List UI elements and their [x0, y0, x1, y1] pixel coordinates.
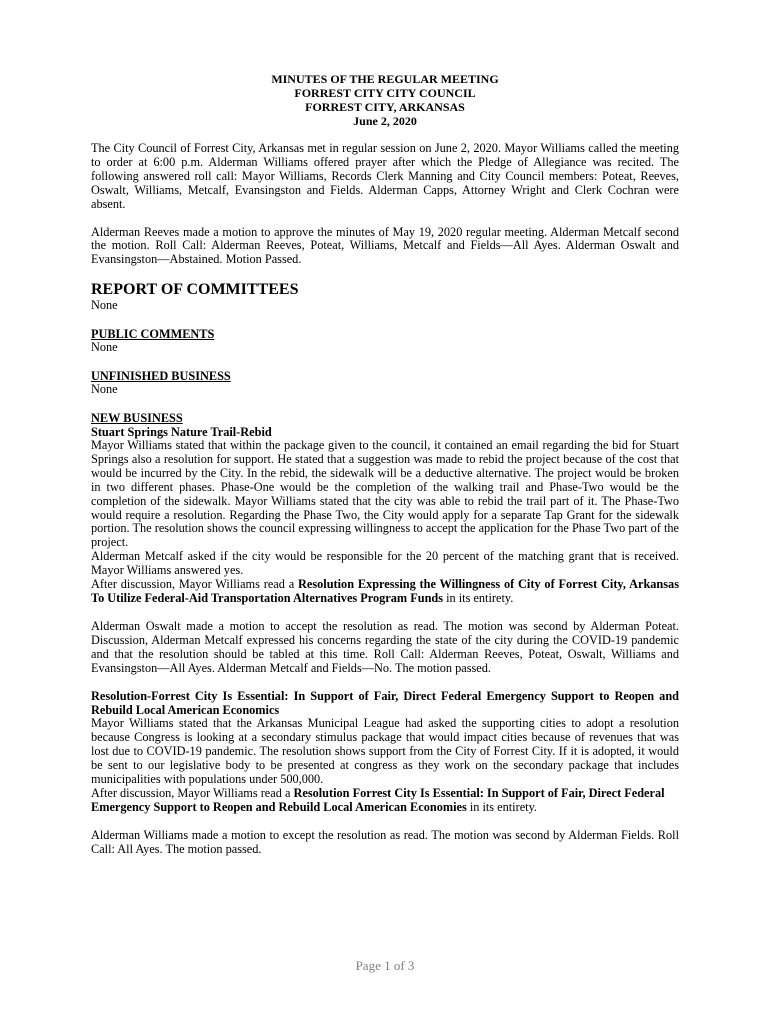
essential-resolution-paragraph: Mayor Williams stated that the Arkansas Municipal League had asked the supporting cities to adopt a resolution because Congress is looking at a secondary stimulus package that would impact cities because of revenues that was lost due to COVID-19 pandemic. The resolution shows support from the City of Forrest City. If it is adopted, it would be sent to our legislative body to be presented at congress as they work on the secondary package that includes municipalities with populations under 500,000.: [91, 716, 679, 787]
heading-council: FORREST CITY CITY COUNCIL: [294, 86, 476, 100]
minutes-heading: [91, 72, 679, 128]
public-comments-body: None: [91, 340, 118, 355]
resolution-title-bold: Resolution Expressing the Willingness of City of Forrest City, Arkansas To Utilize Federal-Aid Transportation Alternatives Program Funds: [91, 577, 679, 605]
unfinished-business-heading: UNFINISHED BUSINESS: [91, 369, 231, 384]
oswalt-motion-paragraph: Alderman Oswalt made a motion to accept the resolution as read. The motion was second by Alderman Poteat. Discussion, Alderman Metcalf expressed his concerns regarding the state of the city during the COVID-19 pandemic and that the resolution should be tabled at this time. Roll Call: Alderman Reeves, Poteat, Oswalt, Williams and Evansingston—All Ayes. Alderman Metcalf and Fields—No. The motion passed.: [91, 618, 679, 675]
essential-resolution-title: Resolution-Forrest City Is Essential: In Support of Fair, Direct Federal Emergency Support to Reopen and Rebuild Local American Economics: [91, 689, 679, 718]
metcalf-question-paragraph: Alderman Metcalf asked if the city would be responsible for the 20 percent of the matching grant that is received. Mayor Williams answered yes.: [91, 549, 679, 578]
essential-reading-post: in its entirety.: [466, 799, 537, 814]
essential-title-bold: Resolution Forrest City Is Essential: In Support of Fair, Direct Federal Emergency Support to Reopen and Rebuild Local American Economies: [91, 786, 665, 814]
unfinished-business-body: None: [91, 382, 118, 397]
essential-reading-paragraph: [91, 787, 679, 815]
report-of-committees-body: None: [91, 298, 118, 313]
heading-title: MINUTES OF THE REGULAR MEETING: [271, 72, 499, 86]
resolution-reading-paragraph: [91, 578, 679, 606]
resolution-reading-post: in its entirety.: [443, 590, 514, 605]
essential-reading-pre: After discussion, Mayor Williams read a: [91, 786, 294, 800]
stuart-springs-paragraph: Mayor Williams stated that within the package given to the council, it contained an email regarding the bid for Stuart Springs also a resolution for support. He stated that a suggestion was made to rebid the project because of the cost that would be incurred by the City. In the rebid, the sidewalk will be a deductive alternative. The project would be broken in two different phases. Phase-One would be the completion of the walking trail and Phase-Two would be the completion of the sidewalk. Mayor Williams stated that the city was able to rebid the trail part of it. The Phase-Two would require a resolution. Regarding the Phase Two, the City would apply for a separate Tap Grant for the sidewalk portion. The resolution shows the council expressing willingness to accept the application for the Phase Two part of the project.: [91, 437, 679, 550]
heading-date: June 2, 2020: [353, 114, 417, 128]
call-to-order-paragraph: The City Council of Forrest City, Arkansas met in regular session on June 2, 2020. Mayor Williams called the meeting to order at 6:00 p.m. Alderman Williams offered prayer after which the Pledge of Allegiance was recited. The following answered roll call: Mayor Williams, Records Clerk Manning and City Council members: Poteat, Reeves, Oswalt, Williams, Metcalf, Evansingston and Fields. Alderman Capps, Attorney Wright and Clerk Cochran were absent.: [91, 141, 679, 211]
resolution-reading-pre: After discussion, Mayor Williams read a: [91, 577, 299, 592]
new-business-heading: NEW BUSINESS: [91, 410, 183, 425]
minutes-approval-paragraph: Alderman Reeves made a motion to approve the minutes of May 19, 2020 regular meeting. Alderman Metcalf second the motion. Roll Call: Alderman Reeves, Poteat, Williams, Metcalf and Fields—All Ayes. Alderman Oswalt and Evansingston—Abstained. Motion Passed.: [91, 224, 679, 267]
heading-location: FORREST CITY, ARKANSAS: [305, 100, 465, 114]
report-of-committees-heading: REPORT OF COMMITTEES: [91, 281, 299, 299]
williams-motion-paragraph: Alderman Williams made a motion to except the resolution as read. The motion was second by Alderman Fields. Roll Call: All Ayes. The motion passed.: [91, 827, 679, 856]
page-number-footer: Page 1 of 3: [355, 958, 415, 973]
stuart-springs-title: Stuart Springs Nature Trail-Rebid: [91, 424, 272, 439]
public-comments-heading: PUBLIC COMMENTS: [91, 327, 215, 342]
